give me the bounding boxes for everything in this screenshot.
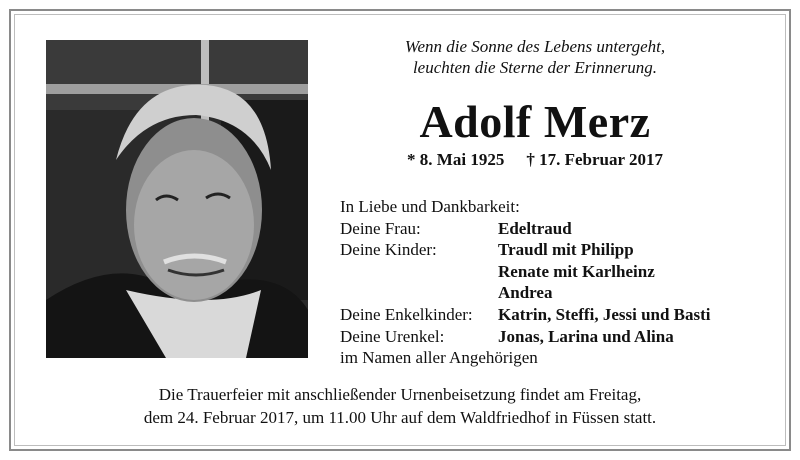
family-value: Traudl mit Philipp [498,240,634,260]
funeral-notice [40,383,760,429]
motto [345,36,725,78]
funeral-notice-line-1: Die Trauerfeier mit anschließender Urnenbeisetzung findet am Freitag, [158,385,642,404]
birth-date: * 8. Mai 1925 [407,150,505,169]
family-label: Deine Urenkel: [340,326,445,346]
family-list [340,196,770,369]
family-row [340,239,770,261]
family-value: Katrin, Steffi, Jessi und Basti [498,304,711,324]
family-label [340,261,498,283]
motto-line-2: leuchten die Sterne der Erinnerung. [412,58,658,77]
family-intro: In Liebe und Dankbarkeit: [340,197,520,216]
motto-line-1: Wenn die Sonne des Lebens untergeht, [404,37,666,56]
family-row [340,304,770,326]
family-row [340,218,770,240]
family-row [340,326,770,348]
family-label [340,282,498,304]
family-value: Edeltraud [498,218,572,238]
family-value: Renate mit Karlheinz [498,261,655,281]
deceased-name: Adolf Merz [419,96,651,147]
family-outro: im Namen aller Angehörigen [340,348,538,368]
family-label: Deine Kinder: [340,240,437,260]
life-dates [345,150,725,170]
family-value: Jonas, Larina und Alina [498,326,674,346]
family-row [340,282,770,304]
portrait-photo [46,40,308,358]
family-value: Andrea [498,283,553,303]
funeral-notice-line-2: dem 24. Februar 2017, um 11.00 Uhr auf dem Waldfriedhof in Füssen statt. [143,408,657,427]
death-date: † 17. Februar 2017 [526,150,663,169]
family-label: Deine Frau: [340,218,421,238]
family-label: Deine Enkelkinder: [340,304,473,324]
family-row [340,261,770,283]
